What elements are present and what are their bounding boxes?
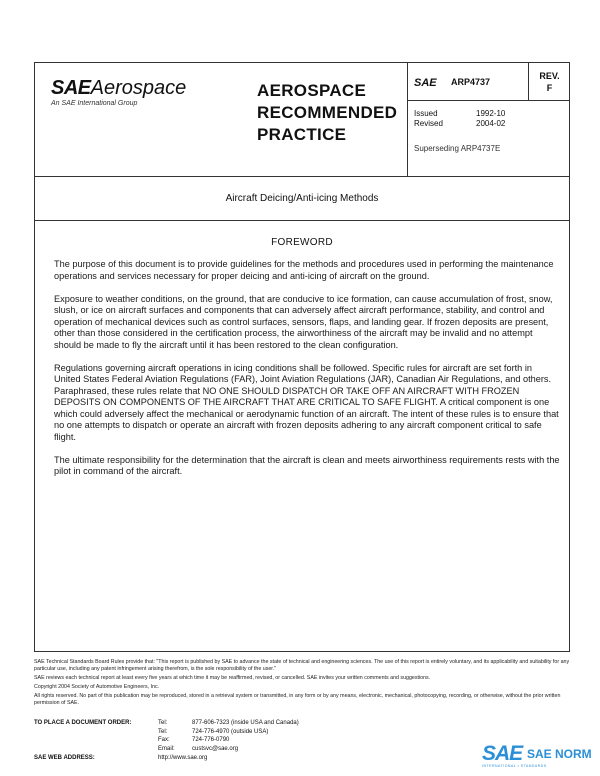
watermark-norm-text: SAE NORM [527,747,592,761]
email-label: Email: [158,745,175,752]
contact-row-tel2 [34,728,299,737]
doctype-line-3: PRACTICE [257,125,347,144]
document-header [35,63,569,177]
footer-rules: SAE Technical Standards Board Rules provide that: "This report is published by SAE to advance the state of technical and engineering sciences. The use of this report is entirely voluntary, and its applicability and suitability for any particular use, including any patent infringement arising therefrom, is the sole responsibility of the user." [34,659,570,672]
paragraph-regulations: Regulations governing aircraft operations in icing conditions shall be followed. Specific rules for aircraft are set forth in United States Federal Aviation Regulations (FAR), Joint Aviation Regulations (JAR), Canadian Air Regulations, and others. Paraphrased, these rules relate that NO ONE SHOULD DISPATCH OR TAKE OFF AN AIRCRAFT WITH FROZEN DEPOSITS ON COMPONENTS OF THE AIRCRAFT THAT ARE CRITICAL TO SAFE FLIGHT. A critical component is one which could adversely affect the mechanical or aerodynamic function of an aircraft. The intent of these rules is to ensure that no one attempts to dispatch or operate an aircraft with frozen deposits adhering to any aircraft component critical to safe flight. [54,362,559,442]
footer-review: SAE reviews each technical report at least every five years at which time it may be reaffirmed, revised, or cancelled. SAE invites your written comments and suggestions. [34,675,431,681]
watermark-sae-logo: SAE [482,742,523,765]
document-title: Aircraft Deicing/Anti-icing Methods [225,193,379,204]
legal-footer [34,659,570,709]
tel2-label: Tel: [158,728,168,735]
sae-aerospace-logo [51,77,186,100]
tel-label: Tel: [158,720,168,726]
document-info-cell [407,63,569,177]
web-address-row [34,755,208,761]
supersedes-text: Superseding ARP4737E [414,144,501,153]
footer-rights: All rights reserved. No part of this publication may be reproduced, stored in a retrieval system or transmitted, in any form or by any means, electronic, mechanical, photocopying, recording, or otherwise, without the prior written permission of SAE. [34,693,561,706]
revision-value: F [546,83,553,93]
document-type [257,80,417,146]
title-row [35,177,569,221]
footer-copyright: Copyright 2004 Society of Automotive Engineers, Inc. [34,684,160,690]
revision-label: REV. [539,71,560,81]
document-dates [414,109,505,129]
revised-row [414,119,505,129]
web-label: SAE WEB ADDRESS: [34,755,95,761]
issued-label: Issued [414,109,438,118]
doctype-line-2: RECOMMENDED [257,103,398,122]
doctype-line-1: AEROSPACE [257,81,367,100]
tel-value: 877-606-7323 (inside USA and Canada) [192,720,299,726]
doc-number-row [408,63,570,101]
logo-subtitle: An SAE International Group [51,100,138,107]
order-contact-block [34,719,299,753]
revised-label: Revised [414,119,443,128]
paragraph-exposure: Exposure to weather conditions, on the ground, that are conducive to ice formation, can cause accumulation of frost, snow, slush, or ice on aircraft surfaces and components that can adversely affect aircraft performance, stability, and control and operation of mechanical devices such as control surfaces, sensors, flaps, and landing gear. If frozen deposits are present, other than those considered in the certification process, the airworthiness of the aircraft may be invalid and no attempt should be made to fly the aircraft until it has been restored to the clean configuration. [54,293,553,350]
document-frame [34,62,570,652]
document-number: ARP4737 [451,77,491,87]
fax-value: 724-776-0790 [192,737,230,743]
paragraph-purpose: The purpose of this document is to provide guidelines for the methods and procedures used in performing the maintenance operations and services necessary for proper deicing and anti-icing of aircraft on the ground. [54,259,554,281]
document-body [54,259,560,489]
tel2-value: 724-776-4970 (outside USA) [192,728,269,735]
logo-cell [35,63,245,177]
issued-value: 1992-10 [476,109,506,118]
order-label: TO PLACE A DOCUMENT ORDER: [34,720,132,726]
sae-norm-watermark [482,742,592,770]
watermark-subtitle: INTERNATIONAL • STANDARDS [482,764,547,768]
logo-sae-text: SAE [51,77,91,99]
issued-row [414,109,505,119]
paragraph-responsibility: The ultimate responsibility for the determination that the aircraft is clean and meets airworthiness requirements rests with the pilot in command of the aircraft. [54,454,560,476]
web-link[interactable]: http://www.sae.org [158,755,208,761]
foreword-heading: FOREWORD [271,237,333,248]
contact-row-email [34,745,299,754]
revised-value: 2004-02 [476,119,506,128]
logo-aerospace-text: Aerospace [90,77,187,99]
contact-row-fax [34,736,299,745]
fax-label: Fax: [158,737,170,743]
email-link[interactable]: custsvc@sae.org [192,745,239,752]
revision-cell [528,63,570,101]
contact-row-tel [34,719,299,728]
sae-mini-logo: SAE [414,77,437,89]
